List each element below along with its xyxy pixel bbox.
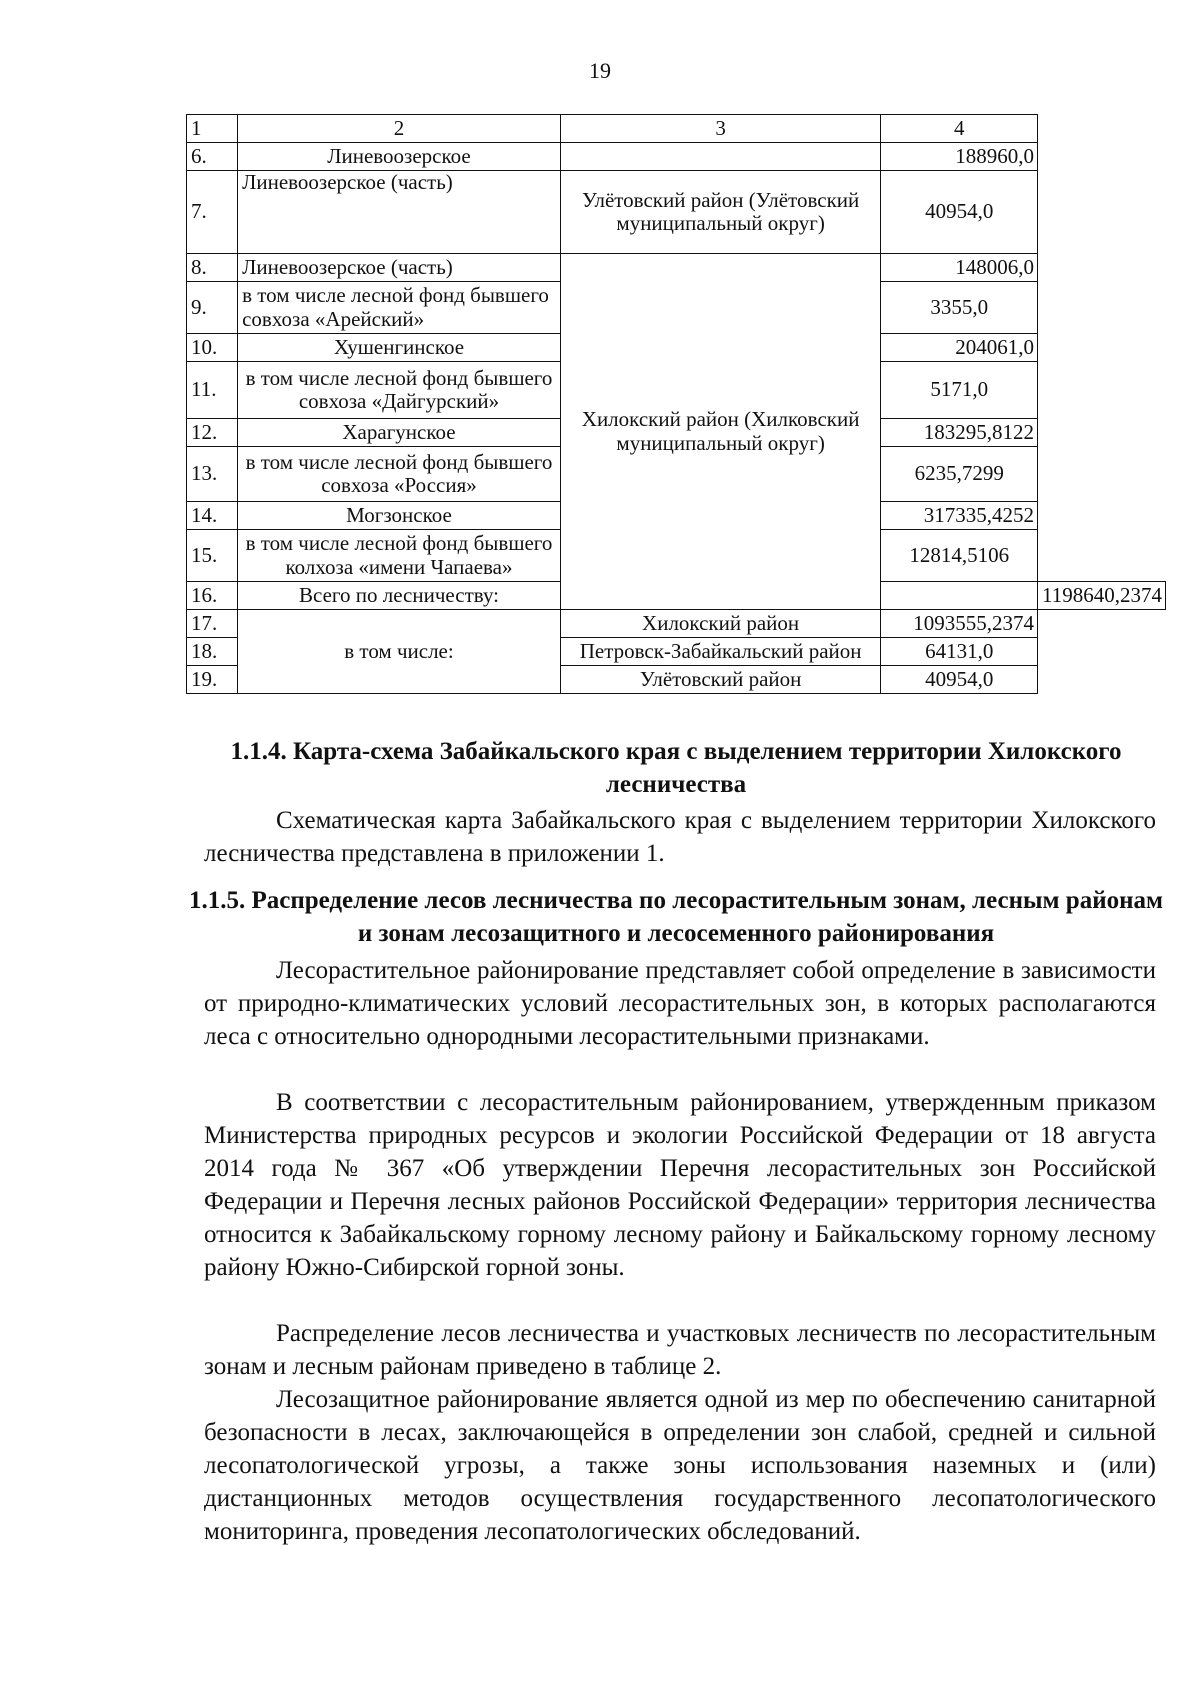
area-value: 204061,0	[881, 334, 1038, 362]
forestry-name: Линевоозерское (часть)	[238, 254, 561, 282]
row-number: 6.	[187, 143, 238, 171]
forestry-name: Линевоозерское (часть)	[238, 171, 561, 254]
forestry-table	[186, 114, 1166, 694]
area-value: 12814,5106	[881, 530, 1038, 582]
row-number: 13.	[187, 447, 238, 502]
header-cell: 1	[187, 115, 238, 143]
area-value: 148006,0	[881, 254, 1038, 282]
forestry-name: в том числе:	[238, 610, 561, 694]
row-number: 19.	[187, 666, 238, 694]
row-number: 8.	[187, 254, 238, 282]
district-cell	[560, 143, 880, 171]
area-value: 183295,8122	[881, 419, 1038, 447]
area-value: 188960,0	[881, 143, 1038, 171]
table-row	[187, 254, 1166, 282]
forestry-name: Харагунское	[238, 419, 561, 447]
row-number: 15.	[187, 530, 238, 582]
row-number: 10.	[187, 334, 238, 362]
header-cell: 3	[560, 115, 880, 143]
row-number: 14.	[187, 502, 238, 530]
area-value: 317335,4252	[881, 502, 1038, 530]
table-header-row	[187, 115, 1166, 143]
forestry-name: в том числе лесной фонд бывшего совхоза «Россия»	[238, 447, 561, 502]
area-value: 1198640,2374	[1038, 582, 1166, 610]
forestry-name: Всего по лесничеству:	[238, 582, 561, 610]
row-number: 11.	[187, 362, 238, 419]
row-number: 17.	[187, 610, 238, 638]
area-value: 64131,0	[881, 638, 1038, 666]
district-name: Улётовский район	[560, 666, 880, 694]
district-cell	[881, 582, 1038, 610]
forestry-name: Могзонское	[238, 502, 561, 530]
header-cell: 4	[881, 115, 1038, 143]
row-number: 12.	[187, 419, 238, 447]
forestry-name: Линевоозерское	[238, 143, 561, 171]
page-number: 19	[589, 58, 611, 83]
district-khiloksky: Хилокский район (Хилковский муниципальный округ)	[560, 254, 880, 610]
paragraph: Распределение лесов лесничества и участковых лесничеств по лесорастительным зонам и лесным районам приведено в таблице 2.	[204, 1320, 1156, 1380]
paragraph: В соответствии с лесорастительным районированием, утвержденным приказом Министерства природных ресурсов и экологии Российской Федерации от 18 августа 2014 года № 367 «Об утверждении Перечня лесорастительных зон Российской Федерации и Перечня лесных районов Российской Федерации» территория лесничества относится к Забайкальскому горному лесному району и Байкальскому горному лесному району Южно-Сибирской горной зоны.	[204, 1089, 1156, 1281]
section-heading-1-1-4: 1.1.4. Карта-схема Забайкальского края с выделением территории Хилокского лесничества	[230, 738, 1122, 798]
forestry-name: в том числе лесной фонд бывшего совхоза «Арейский»	[238, 282, 561, 334]
paragraph: Лесозащитное районирование является одной из мер по обеспечению санитарной безопасности в лесах, заключающейся в определении зон слабой, средней и сильной лесопатологической угрозы, а также зоны использования наземных и (или) дистанционных методов осуществления государственного лесопатологического мониторинга, проведения лесопатологических обследований.	[204, 1386, 1156, 1545]
paragraph: Лесорастительное районирование представляет собой определение в зависимости от природно-климатических условий лесорастительных зон, в которых располагаются леса с относительно однородными лесорастительными признаками.	[204, 957, 1156, 1050]
forestry-name: Хушенгинское	[238, 334, 561, 362]
row-number: 9.	[187, 282, 238, 334]
paragraph: Схематическая карта Забайкальского края с выделением территории Хилокского лесничества представлена в приложении 1.	[204, 807, 1156, 867]
area-value: 3355,0	[881, 282, 1038, 334]
table-row	[187, 143, 1166, 171]
area-value: 6235,7299	[881, 447, 1038, 502]
area-value: 5171,0	[881, 362, 1038, 419]
district-name: Хилокский район	[560, 610, 880, 638]
forestry-name: в том числе лесной фонд бывшего совхоза «Дайгурский»	[238, 362, 561, 419]
area-value: 1093555,2374	[881, 610, 1038, 638]
table-row	[187, 610, 1166, 638]
district-name: Петровск-Забайкальский район	[560, 638, 880, 666]
row-number: 7.	[187, 171, 238, 254]
row-number: 16.	[187, 582, 238, 610]
table-row	[187, 171, 1166, 254]
forestry-name: в том числе лесной фонд бывшего колхоза «имени Чапаева»	[238, 530, 561, 582]
header-cell: 2	[238, 115, 561, 143]
area-value: 40954,0	[881, 666, 1038, 694]
row-number: 18.	[187, 638, 238, 666]
area-value: 40954,0	[881, 171, 1038, 254]
district-uletovsky: Улётовский район (Улётовский муниципальный округ)	[560, 171, 880, 254]
section-heading-1-1-5: 1.1.5. Распределение лесов лесничества по лесорастительным зонам, лесным районам и зонам лесозащитного и лесосеменного районирования	[188, 887, 1164, 947]
